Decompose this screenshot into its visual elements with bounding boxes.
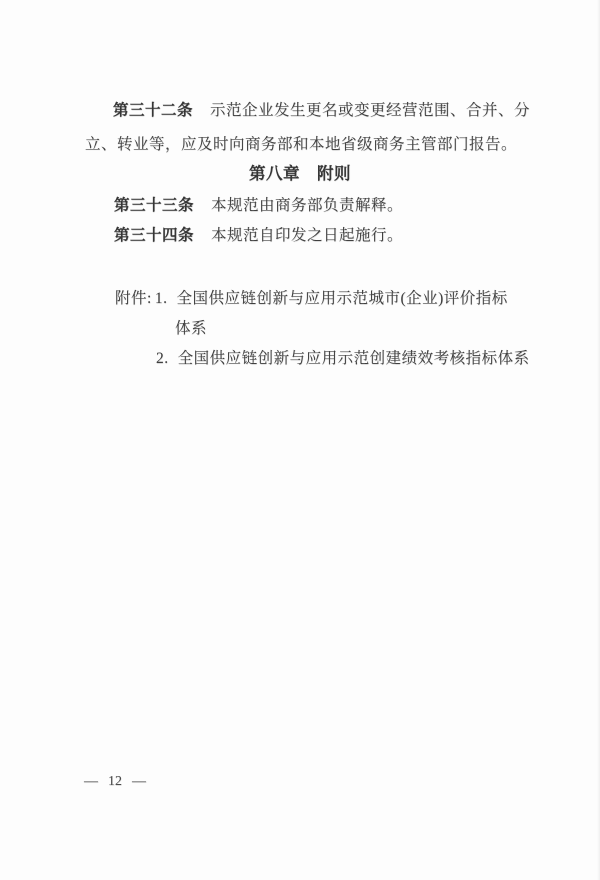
page-number: 12	[108, 774, 122, 789]
attachments-line-3	[156, 348, 530, 370]
article-34-line	[114, 225, 403, 247]
attachment-1-text-line-2: 体系	[175, 320, 208, 337]
article-34-text: 本规范自印发之日起施行。	[211, 227, 404, 244]
attachments-line-1	[115, 288, 508, 310]
article-33-number: 第三十三条	[114, 197, 195, 214]
article-32-text-line-1: 示范企业发生更名或变更经营范围、合并、分	[210, 102, 531, 119]
footer-left-dash: —	[84, 774, 98, 789]
attachment-1-marker: 1.	[154, 290, 168, 307]
attachments-label: 附件:	[115, 290, 152, 307]
attachment-1-text-line-1: 全国供应链创新与应用示范城市(企业)评价指标	[176, 290, 508, 307]
attachment-2-marker: 2.	[156, 350, 169, 367]
article-32-line-1	[113, 100, 530, 122]
article-32-text-line-2: 立、转业等，应及时向商务部和本地省级商务主管部门报告。	[85, 136, 518, 153]
footer-right-dash: —	[132, 774, 146, 789]
attachment-2-text: 全国供应链创新与应用示范创建绩效考核指标体系	[177, 350, 530, 367]
article-32-number: 第三十二条	[113, 102, 194, 119]
article-33-line	[114, 195, 403, 217]
article-33-text: 本规范由商务部负责解释。	[211, 197, 404, 214]
page-footer	[84, 774, 146, 790]
chapter-8-heading: 第八章 附则	[249, 164, 351, 183]
article-34-number: 第三十四条	[114, 227, 195, 244]
